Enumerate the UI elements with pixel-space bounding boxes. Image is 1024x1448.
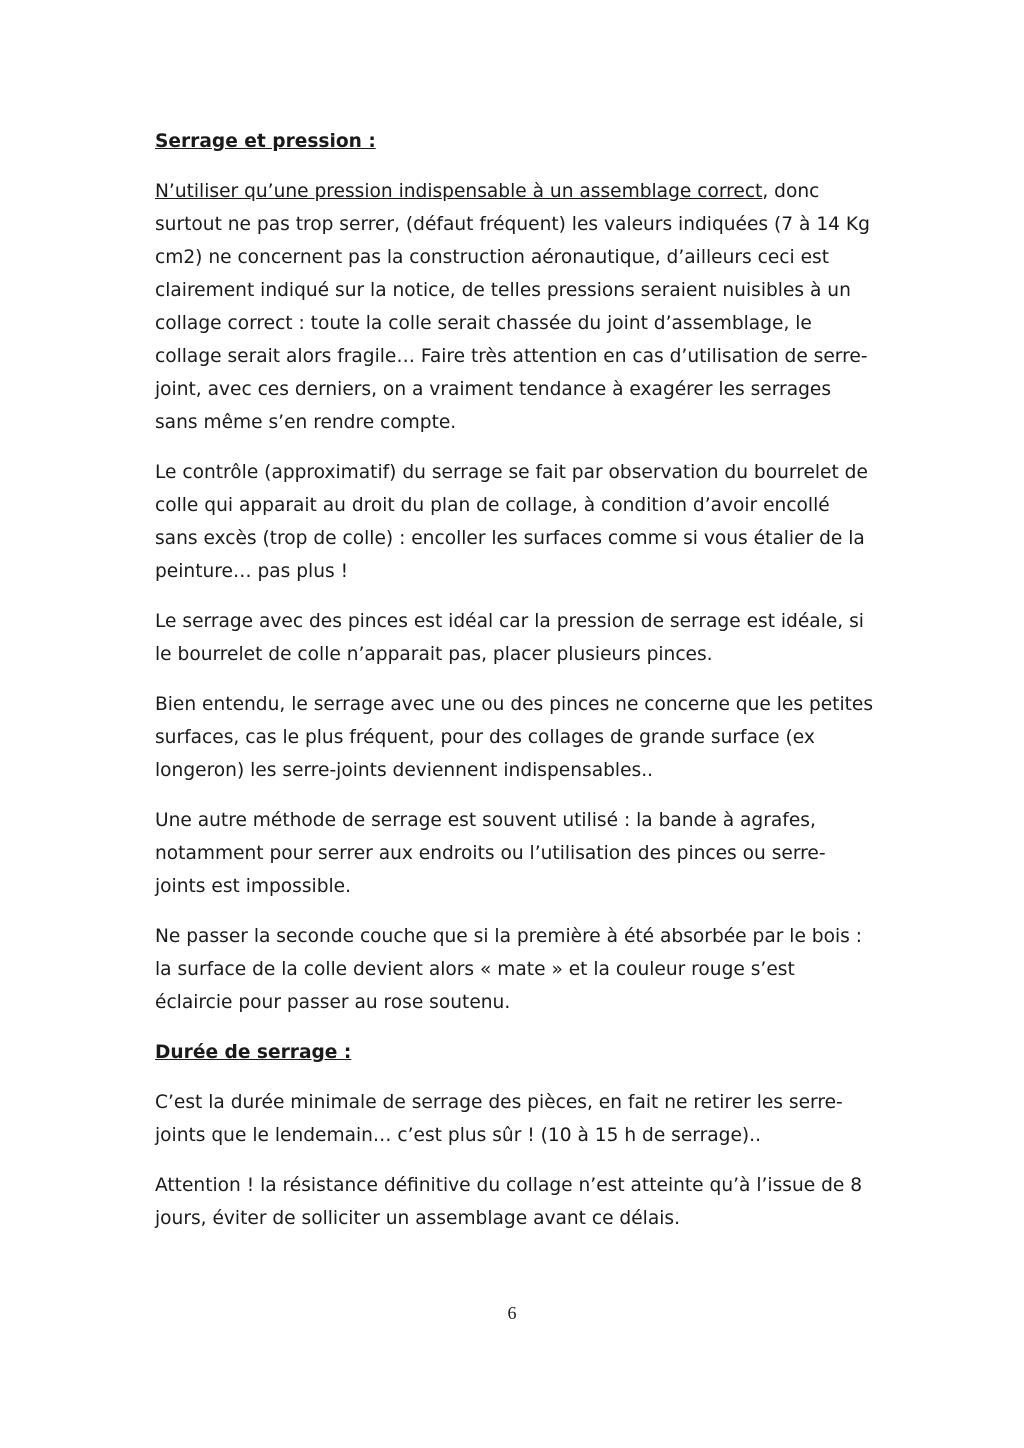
- paragraph-surfaces: Bien entendu, le serrage avec une ou des pinces ne concerne que les petites surfaces, cas le plus fréquent, pour des collages de grande surface (ex longeron) les serre-joints deviennent indispensables..: [155, 694, 874, 781]
- section-heading-serrage-pression: Serrage et pression :: [155, 131, 376, 152]
- paragraph-agrafes: Une autre méthode de serrage est souvent utilisé : la bande à agrafes, notamment pour serrer aux endroits ou l’utilisation des pinces ou serre-joints est impossible.: [155, 810, 826, 897]
- section-heading-duree-serrage: Durée de serrage :: [155, 1042, 352, 1063]
- paragraph-pression: [155, 175, 875, 439]
- paragraph-attention: Attention ! la résistance définitive du collage n’est atteinte qu’à l’issue de 8 jours, éviter de solliciter un assemblage avant ce délais.: [155, 1175, 863, 1229]
- underlined-phrase: N’utiliser qu’une pression indispensable à un assemblage correct: [155, 181, 763, 202]
- paragraph-controle: Le contrôle (approximatif) du serrage se fait par observation du bourrelet de colle qui apparait au droit du plan de collage, à condition d’avoir encollé sans excès (trop de colle) : encoller les surfaces comme si vous étalier de la peinture… pas plus !: [155, 462, 868, 582]
- page-number: 6: [507, 1303, 517, 1323]
- document-page: [155, 125, 875, 1252]
- paragraph-pinces: Le serrage avec des pinces est idéal car la pression de serrage est idéale, si le bourrelet de colle n’apparait pas, placer plusieurs pinces.: [155, 611, 864, 665]
- paragraph-seconde-couche: Ne passer la seconde couche que si la première à été absorbée par le bois : la surface de la colle devient alors « mate » et la couleur rouge s’est éclaircie pour passer au rose soutenu.: [155, 926, 863, 1013]
- paragraph-duree: C’est la durée minimale de serrage des pièces, en fait ne retirer les serre-joints que le lendemain… c’est plus sûr ! (10 à 15 h de serrage)..: [155, 1092, 843, 1146]
- paragraph-text: , donc surtout ne pas trop serrer, (défaut fréquent) les valeurs indiquées (7 à 14 Kg cm2) ne concernent pas la construction aéronautique, d’ailleurs ceci est clairement indiqué sur la notice, de telles pressions seraient nuisibles à un collage correct : toute la colle serait chassée du joint d’assemblage, le collage serait alors fragile… Faire très attention en cas d’utilisation de serre-joint, avec ces derniers, on a vraiment tendance à exagérer les serrages sans même s’en rendre compte.: [155, 181, 870, 433]
